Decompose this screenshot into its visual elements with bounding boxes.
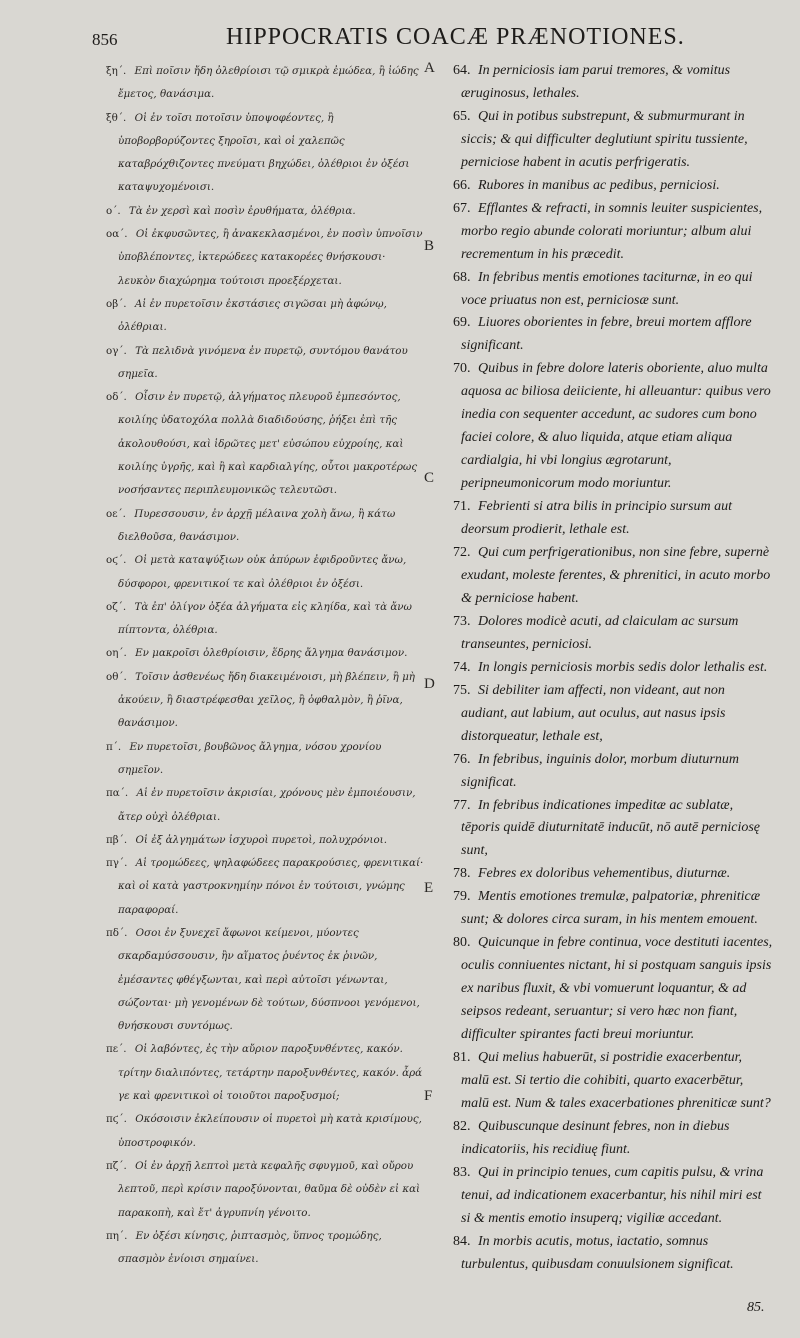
entry-text: Εν ὀξέσι κίνησις, ῥιπτασμὸς, ὕπνος τρομώδης, σπασμὸν ἐνίοισι σημαίνει. — [118, 1229, 382, 1266]
margin-letter: C — [424, 470, 435, 486]
entry-number: 68. — [453, 269, 471, 285]
entry-number: οα΄. — [106, 228, 128, 241]
entry-number: 72. — [453, 545, 471, 561]
entry-text: Efflantes & refracti, in somnis leuiter suspicientes, morbo regio abunde colorati moriuntur; album alui recrementum in his præcedit. — [461, 200, 763, 262]
entry-number: οε΄. — [106, 507, 126, 520]
entry-text: In febribus, inguinis dolor, morbum diuturnum significat. — [461, 751, 739, 790]
entry-number: πε΄. — [106, 1043, 127, 1056]
margin-letter: A — [424, 60, 435, 76]
entry-text: Τὰ πελιδνὰ γινόμενα ἐν πυρετῷ, συντόμου θανάτου σημεῖα. — [118, 344, 408, 380]
entry-text: Τοῖσιν ἀσθενέως ἤδη διακειμένοισι, μὴ βλέπειν, ἢ μὴ ἀκούειν, ἢ διαστρέφεσθαι χεῖλος, ἢ ὀφθαλμὸν, ἢ ῥῖνα, θανάσιμον. — [118, 670, 415, 730]
entry-text: Επὶ ποῖσιν ἤδη ὀλεθρίοισι τῷ σμικρὰ ἐμώδεα, ἢ ἰώδης ἔμετος, θανάσιμα. — [118, 65, 419, 101]
entry-text: Quicunque in febre continua, voce destituti iacentes, oculis conniuentes nictant, hi si postquam sanguis ipsis ex naribus fluxit, & vbi vomuerunt loquantur, & ad seipsos redeant, seruantur; si vero hæc non fiant, difficulter spirantes facti breui moriuntur. — [461, 935, 773, 1043]
entry-text: Οσοι ἐν ξυνεχεῖ ἄφωνοι κείμενοι, μύοντες σκαρδαμύσσουσιν, ἢν αἵματος ῥυέντος ἐκ ῥινῶν, ἐμέσαντες φθέγξωνται, καὶ περὶ αὐτοῖσι γένωνται, σώζονται· μὴ γενομένων δὲ τούτων, δύσπνοοι γενόμενοι, θνήσκουσι συντόμως. — [118, 926, 420, 1033]
entry-text: In longis perniciosis morbis sedis dolor lethalis est. — [478, 659, 768, 675]
entry-number: π΄. — [106, 740, 122, 753]
entry-text: In perniciosis iam parui tremores, & vomitus æruginosus, lethales. — [461, 63, 731, 101]
entry-number: πζ΄. — [106, 1159, 127, 1172]
entry-text: Febrienti si atra bilis in principio sursum aut deorsum prodierit, lethale est. — [461, 499, 732, 538]
entry-number: ξη΄. — [106, 65, 127, 77]
entry-text: Mentis emotiones tremulæ, palpatoriæ, phreniticæ sunt; & dolores circa suram, in his mentem emouent. — [461, 889, 761, 928]
entry-number: 76. — [453, 751, 471, 767]
entry-text: Πυρεσσουσιν, ἐν ἀρχῇ μέλαινα χολὴ ἄνω, ἢ κάτω διελθοῦσα, θανάσιμον. — [118, 507, 396, 543]
entry-text: Οἱ ἐξ ἀλγημάτων ἰσχυροὶ πυρετοὶ, πολυχρόνιοι. — [135, 833, 387, 846]
entry-number: 74. — [453, 659, 471, 675]
entry-text: Οἱ ἐκφυσῶντες, ἢ ἀνακεκλασμένοι, ἐν ποσὶν ὑπνοῖσιν ὑποβλέποντες, ἰκτερώδεες κατακορέες θνήσκουσι· λευκὸν διαχώρημα τούτοισι προεξέρχεται. — [118, 228, 423, 287]
entry-text: Αἱ ἐν πυρετοῖσιν ἐκστάσιες σιγῶσαι μὴ ἀφώνῳ, ὀλέθριαι. — [118, 297, 387, 334]
entry-number: 64. — [453, 63, 471, 78]
entry-number: 69. — [453, 315, 471, 331]
entry-text: Οἱ ἐν τοῖσι ποτοῖσιν ὑποψοφέοντες, ἢ ὑποβορβορύζοντες ξηροῖσι, καὶ οἱ χαλεπῶς καταβρόχθιζοντες πνεύματι βηχώδει, ὀλέθριοι ἐν ὀξέσι καταψυχομένοισι. — [118, 111, 410, 194]
entry-number: ξθ΄. — [106, 111, 127, 124]
entry-number: οζ΄. — [106, 600, 127, 613]
entry-text: Αἱ τρομώδεες, ψηλαφώδεες παρακρούσιες, φρενιτικαί· καὶ οἱ κατὰ γαστροκνημίην πόνοι ἐν τούτοισι, γνώμης παραφοραί. — [118, 857, 424, 916]
entry-text: Οκόσοισιν ἐκλείπουσιν οἱ πυρετοὶ μὴ κατὰ κρισίμους, ὑποστροφικόν. — [118, 1113, 422, 1149]
entry-number: πη΄. — [106, 1229, 128, 1242]
entry-number: 77. — [453, 797, 471, 813]
entry-number: ογ΄. — [106, 344, 127, 357]
entry-text: Liuores oborientes in febre, breui mortem afflore significant. — [461, 315, 752, 354]
entry-number: 78. — [453, 866, 471, 882]
running-title: HIPPOCRATIS COACÆ PRÆNOTIONES. — [226, 24, 685, 50]
entry-number: 70. — [453, 361, 471, 377]
entry-number: 73. — [453, 613, 471, 629]
entry-text: Τὰ ἐν χερσὶ καὶ ποσὶν ἐρυθήματα, ὀλέθρια. — [128, 204, 356, 217]
entry-text: Qui cum perfrigerationibus, non sine febre, supernè exudant, moleste ferentes, & phrenitici, in acuto morbo & perniciose habent. — [461, 545, 771, 606]
entry-number: 81. — [453, 1049, 471, 1065]
margin-letter: D — [424, 676, 435, 692]
entry-number: ο΄. — [106, 204, 121, 217]
entry-text: Οἱ μετὰ καταψύξιων οὐκ ἀπύρων ἐφιδροῦντες ἄνω, δύσφοροι, φρενιτικοί τε καὶ ὀλέθριοι ἐν ὀξέσι. — [118, 554, 407, 590]
entry-text: Αἱ ἐν πυρετοῖσιν ἀκρισίαι, χρόνους μὲν ἐμποιέουσιν, ἄτερ οὐχὶ ὀλέθριαι. — [118, 787, 416, 823]
entry-number: 80. — [453, 935, 471, 951]
entry-text: Dolores modicè acuti, ad claiculam ac sursum transeuntes, perniciosi. — [461, 613, 739, 652]
entry-number: 82. — [453, 1118, 471, 1134]
entry-number: οθ΄. — [106, 670, 127, 683]
entry-text: Οἷσιν ἐν πυρετῷ, ἀλγήματος πλευροῦ ἐμπεσόντος, κοιλίης ὑδατοχόλα πολλὰ διαδιδούσης, ῥήξει ἐπὶ τῆς ἀκολουθούσι, καὶ ἱδρῶτες μετ' εὐσώπου εὐχροίης, καὶ κοιλίης ὑγρῆς, καὶ ἢ καὶ καρδιαλγίης, οὗτοι μακροτέρως νοσήσαντες περιπλευμονικῶς τελευτῶσι. — [118, 391, 418, 497]
entry-number: οδ΄. — [106, 391, 127, 404]
entry-text: Εν μακροῖσι ὀλεθρίοισιν, ἕδρης ἄλγημα θανάσιμον. — [135, 647, 408, 660]
entry-text: In febribus mentis emotiones taciturnæ, in eo qui voce priuatus non est, perniciosæ sunt. — [461, 269, 753, 308]
entry-number: 71. — [453, 499, 471, 515]
entry-number: πα΄. — [106, 787, 129, 800]
entry-number: πγ΄. — [106, 857, 128, 870]
entry-number: οϛ΄. — [106, 554, 127, 567]
entry-text: Εν πυρετοῖσι, βουβῶνος ἄλγημα, νόσου χρονίου σημεῖον. — [118, 740, 382, 776]
entry-text: Qui in principio tenues, cum capitis pulsu, & vrina tenui, ad indicationem exacerbantur, his nihil miri est si & mentis emotio insuperq; vigiliæ accedant. — [461, 1164, 764, 1226]
entry-text: Quibuscunque desinunt febres, non in diebus indicatoriis, his recidiuę fiunt. — [461, 1118, 730, 1157]
entry-text: Quibus in febre dolore lateris oboriente, aluo multa aquosa ac biliosa deiiciente, hi alleuantur: quibus vero inedia con sequenter accedunt, ac sudores cum bono faciei colore, & aluo liquida, atque etiam aliqua cardialgia, hi vbi longius ægrotarunt, peripneumonicorum modo moriuntur. — [461, 361, 771, 492]
margin-letter: F — [424, 1088, 433, 1104]
catchword: 85. — [747, 1300, 765, 1315]
entry-text: Si debiliter iam affecti, non videant, aut non audiant, aut labium, aut oculus, aut nasus ipsis distorqueatur, lethale est, — [461, 682, 726, 744]
entry-number: 65. — [453, 108, 471, 124]
page-number: 856 — [92, 30, 118, 49]
entry-number: πβ΄. — [106, 833, 128, 846]
entry-number: οβ΄. — [106, 297, 127, 310]
entry-text: In febribus indicationes impeditæ ac sublatæ, tēporis quidē diuturnitatē inducūt, nō autē perniciosę sunt, — [461, 797, 761, 859]
margin-letter: E — [424, 880, 434, 896]
entry-number: 84. — [453, 1233, 471, 1249]
entry-number: 66. — [453, 177, 471, 193]
entry-number: 67. — [453, 200, 471, 216]
entry-number: οη΄. — [106, 647, 127, 660]
entry-number: 79. — [453, 889, 471, 905]
entry-number: πϛ΄. — [106, 1113, 127, 1126]
entry-text: Febres ex doloribus vehementibus, diuturnæ. — [478, 866, 731, 882]
entry-text: Qui melius habuerūt, si postridie exacerbentur, malū est. Si tertio die cohibiti, quarto exacerbētur, malū est. Num & tales exacerbationes phreniticæ sunt? — [461, 1049, 771, 1111]
entry-text: Οἱ λαβόντες, ἐς τὴν αὔριον παροξυνθέντες, κακόν. τρίτην διαλιπόντες, τετάρτην παροξυνθέντες, κακόν. ἆρά γε καὶ φρενιτικοὶ οἱ τοιοῦτοι παροξυσμοί; — [118, 1043, 423, 1103]
entry-text: Qui in potibus substrepunt, & submurmurant in siccis; & qui difficulter deglutiunt spiritu tussiente, perniciose habent in acutis perfrigeratis. — [461, 108, 748, 170]
entry-number: 75. — [453, 682, 471, 698]
margin-letter: B — [424, 238, 435, 254]
entry-text: In morbis acutis, motus, iactatio, somnus turbulentus, quibusdam conuulsionem significat. — [461, 1233, 734, 1272]
entry-number: πδ΄. — [106, 926, 128, 939]
entry-text: Οἱ ἐν ἀρχῇ λεπτοὶ μετὰ κεφαλῆς σφυγμοῦ, καὶ οὔρου λεπτοῦ, περὶ κρίσιν παροξύνονται, θαῦμα δὲ οὐδὲν εἰ καὶ παρακοπὴ, καὶ ἔτ' ἀγρυπνίη γένοιτο. — [118, 1159, 421, 1219]
entry-text: Τὰ ἐπ' ὀλίγον ὀξέα ἀλγήματα εἰς κληίδα, καὶ τὰ ἄνω πίπτοντα, ὀλέθρια. — [118, 600, 412, 637]
entry-text: Rubores in manibus ac pedibus, perniciosi. — [478, 177, 720, 193]
entry-number: 83. — [453, 1164, 471, 1180]
